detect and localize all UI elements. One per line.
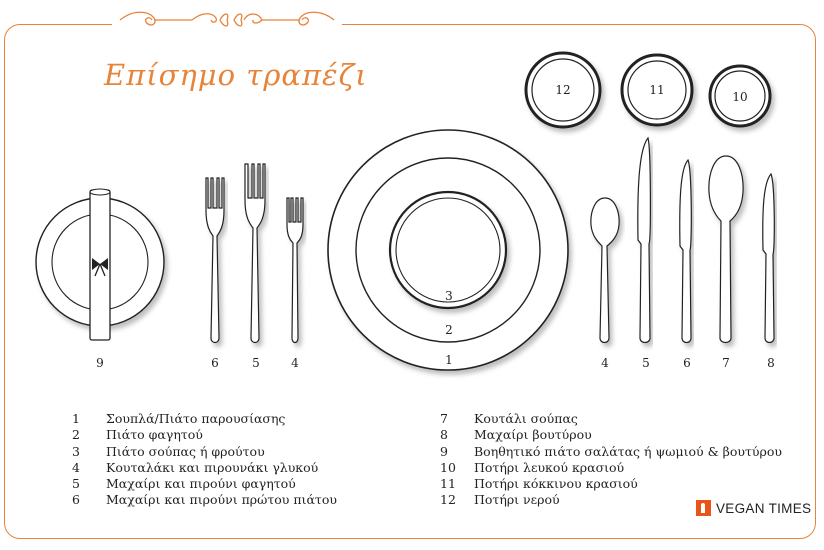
fork-5-label: 5 [252,356,260,370]
legend-right [440,411,782,509]
legend-item: 3 Πιάτο σούπας ή φρούτου [72,443,265,459]
plate-2-label: 2 [445,323,453,337]
fork-6-label: 6 [211,356,219,370]
brand-mark [696,500,811,516]
butter-knife-8 [763,174,775,343]
spoon-4-label: 4 [601,356,609,370]
legend-item: 10 Ποτήρι λευκού κρασιού [440,459,625,475]
legend-item: 4 Κουταλάκι και πιρουνάκι γλυκού [72,459,319,475]
soup-spoon-7 [709,156,743,343]
glass-10-label: 10 [732,90,748,104]
plate-3-label: 3 [445,289,453,303]
legend-left [72,411,337,509]
glass-12-label: 12 [555,83,571,97]
glass-11-label: 11 [649,83,665,97]
fork-5 [245,164,265,343]
napkin-9-label: 9 [96,356,104,370]
knife-5 [638,138,651,343]
fork-4-label: 4 [291,356,299,370]
knife-8-label: 8 [767,356,775,370]
brand-name: VEGAN TIMES [716,500,812,516]
legend-item: 12 Ποτήρι νερού [440,492,560,508]
fork-4 [287,198,303,343]
legend-item: 6 Μαχαίρι και πιρούνι πρώτου πιάτου [72,492,337,508]
legend-item: 5 Μαχαίρι και πιρούνι φαγητού [72,476,296,492]
page-title: Επίσημο τραπέζι [104,58,368,92]
spoon-7-label: 7 [722,356,730,370]
vegan-times-logo-icon [696,500,711,516]
knife-6-label: 6 [683,356,691,370]
dessert-spoon-4 [591,198,619,343]
legend-item: 2 Πιάτο φαγητού [72,427,203,443]
legend-item: 8 Μαχαίρι βουτύρου [440,427,592,443]
fork-6 [206,178,224,343]
knife-6 [680,160,692,343]
legend-item: 7 Κουτάλι σούπας [440,411,578,426]
plate-1-label: 1 [445,353,453,367]
napkin-roll [90,189,110,340]
legend-item: 11 Ποτήρι κόκκινου κρασιού [440,476,638,492]
knife-5-label: 5 [642,356,650,370]
legend-item: 9 Βοηθητικό πιάτο σαλάτας ή ψωμιού & βουτύρου [440,443,783,459]
legend-item: 1 Σουπλά/Πιάτο παρουσίασης [72,411,286,426]
